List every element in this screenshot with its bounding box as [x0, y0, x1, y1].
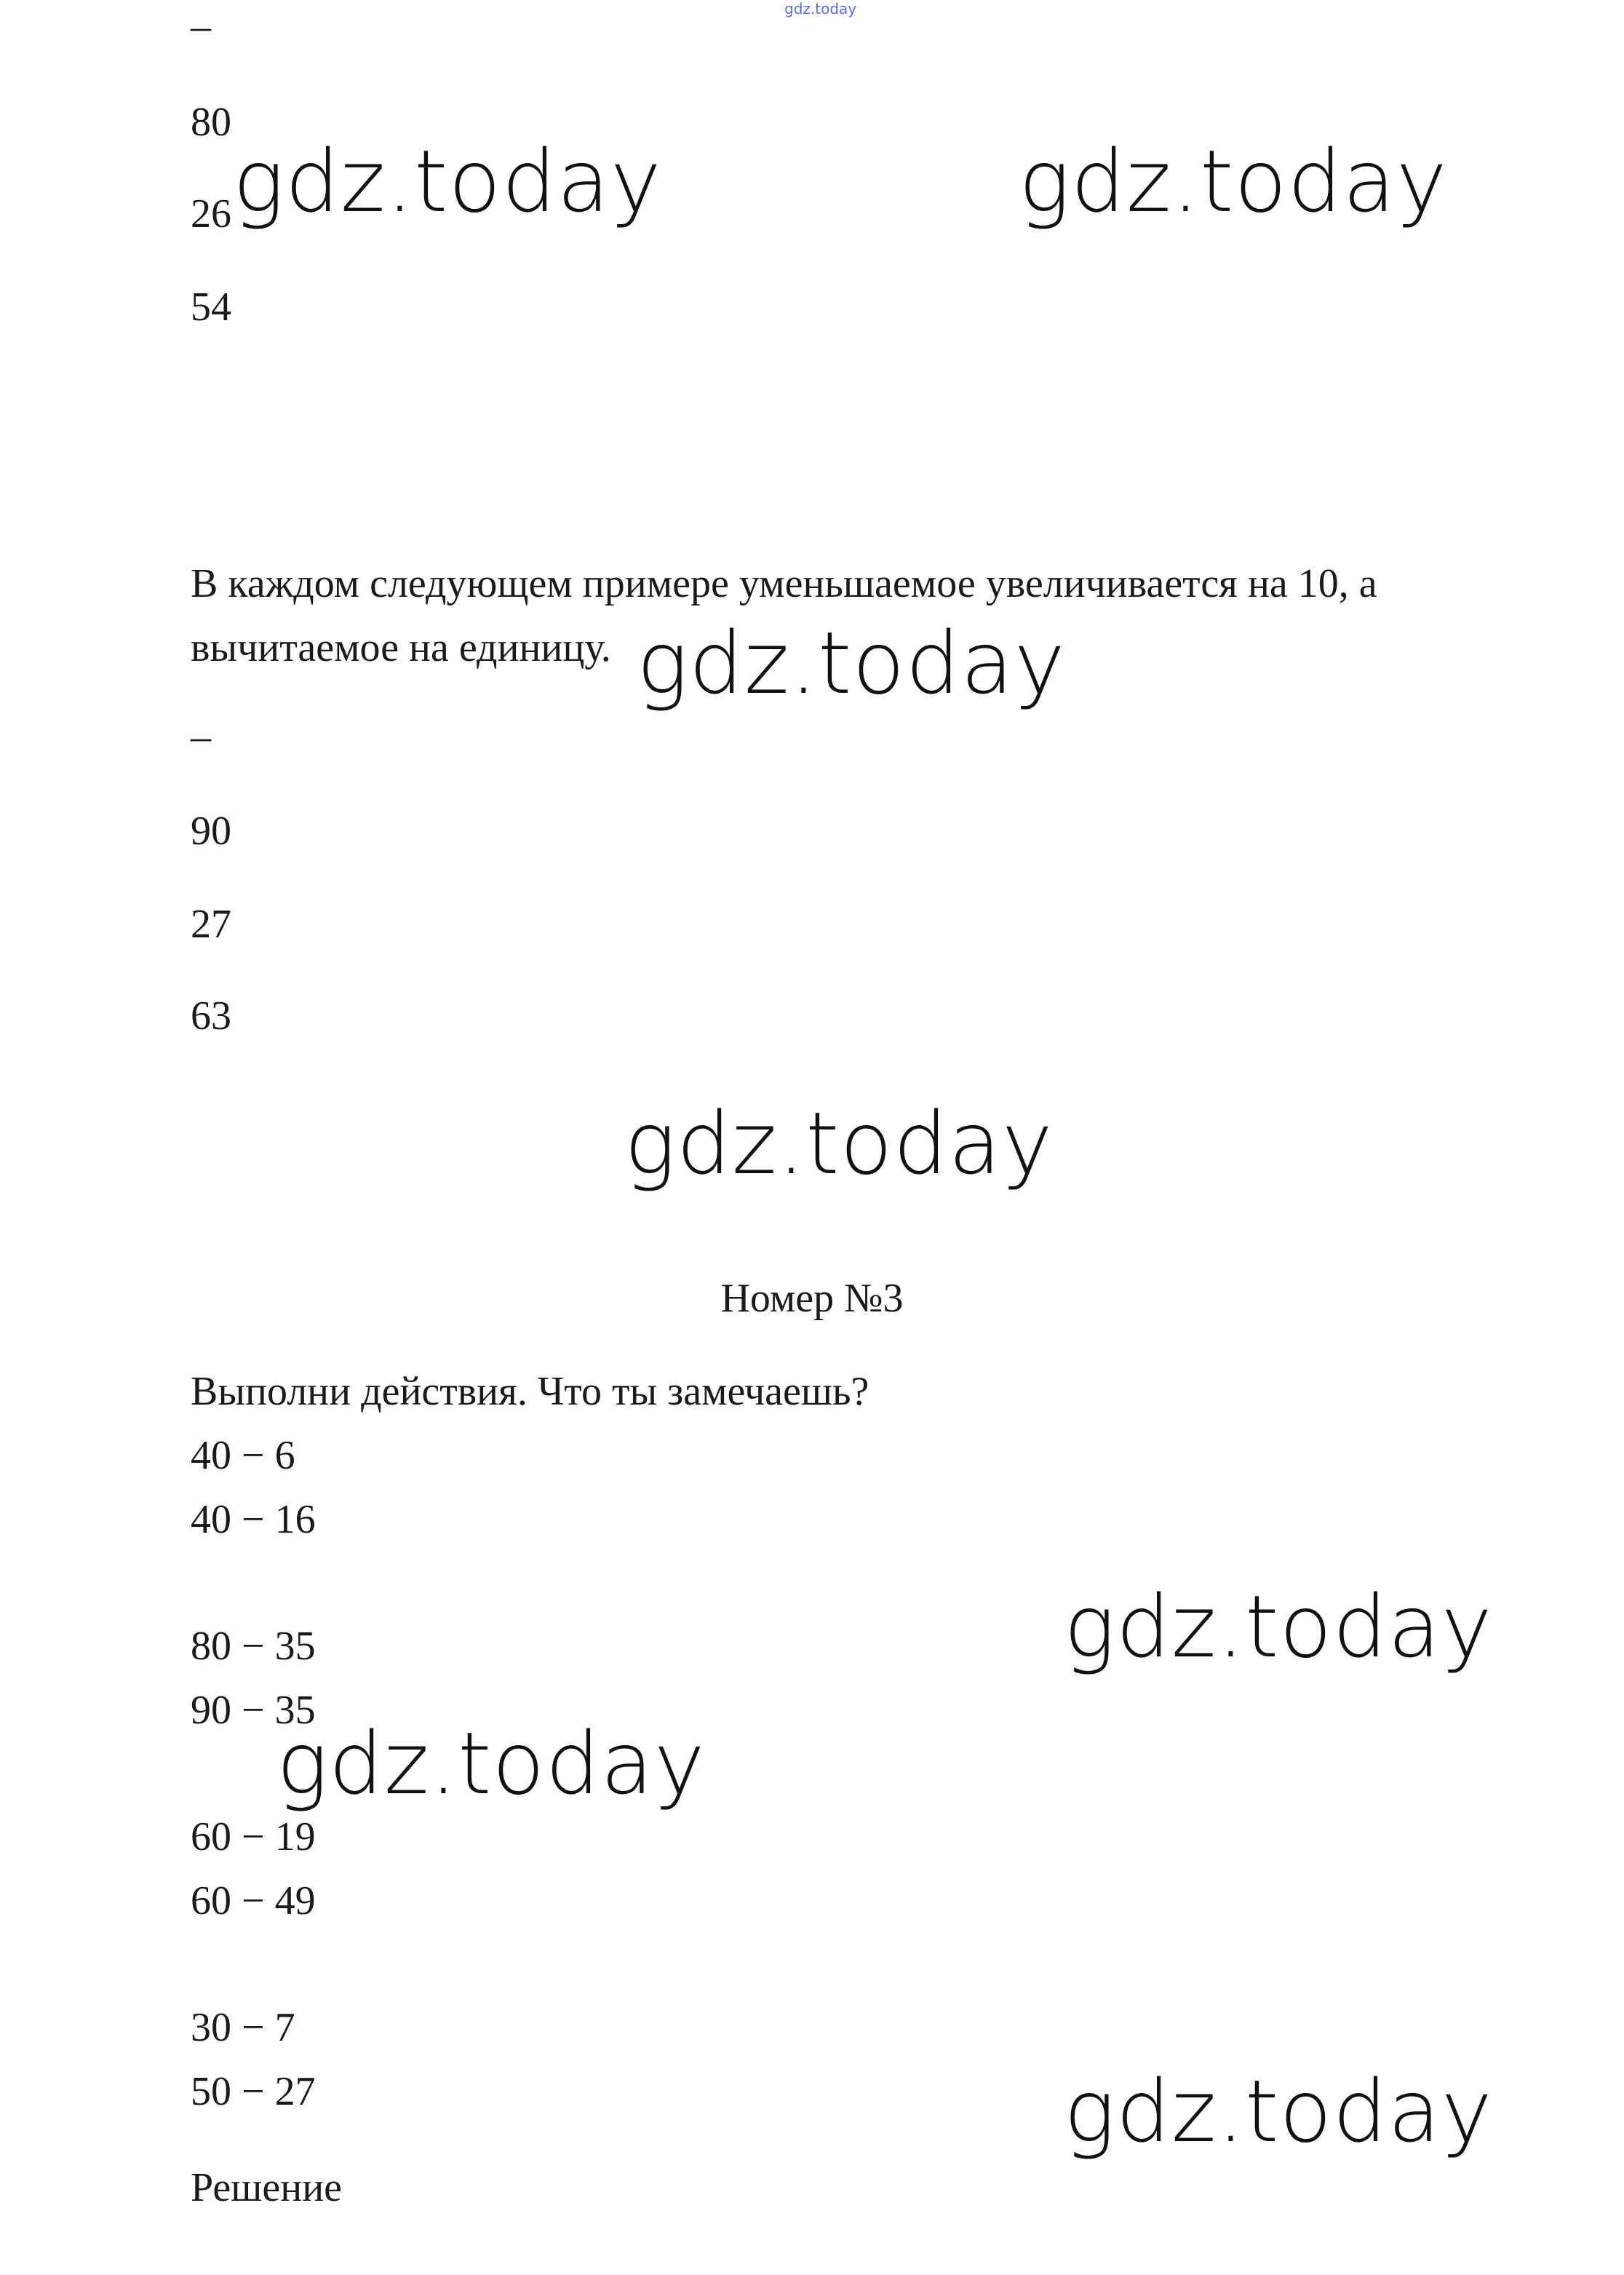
expression: 80 − 35 — [191, 1624, 316, 1669]
expression: 60 − 19 — [191, 1814, 316, 1859]
subtrahend-value: 27 — [191, 902, 231, 947]
watermark: gdz.today — [276, 1713, 706, 1814]
minuend-value: 90 — [191, 809, 231, 854]
result-value: 54 — [191, 285, 231, 330]
expression: 90 − 35 — [191, 1688, 316, 1733]
task-number-title: Номер №3 — [720, 1276, 904, 1321]
watermark: gdz.today — [637, 613, 1066, 713]
subtrahend-value: 26 — [191, 191, 231, 237]
site-link[interactable]: gdz.today — [784, 0, 857, 17]
watermark: gdz.today — [233, 131, 662, 231]
watermark: gdz.today — [1064, 1576, 1493, 1677]
solution-label: Решение — [191, 2165, 343, 2210]
expression: 40 − 6 — [191, 1433, 295, 1478]
explanation-paragraph: В каждом следующем примере уменьшаемое увеличивается на 10, а вычитаемое на единицу. — [191, 561, 1377, 670]
expression: 30 − 7 — [191, 2005, 295, 2050]
expression: 50 − 27 — [191, 2069, 316, 2114]
watermark: gdz.today — [624, 1093, 1054, 1194]
result-value: 63 — [191, 993, 231, 1039]
minuend-value: 80 — [191, 100, 231, 145]
minus-sign: – — [191, 714, 211, 759]
watermark: gdz.today — [1019, 131, 1448, 231]
expression: 60 − 49 — [191, 1878, 316, 1923]
minus-sign: – — [191, 4, 211, 49]
watermark: gdz.today — [1064, 2061, 1493, 2161]
expression: 40 − 16 — [191, 1497, 316, 1542]
task-prompt: Выполни действия. Что ты замечаешь? — [191, 1369, 869, 1414]
